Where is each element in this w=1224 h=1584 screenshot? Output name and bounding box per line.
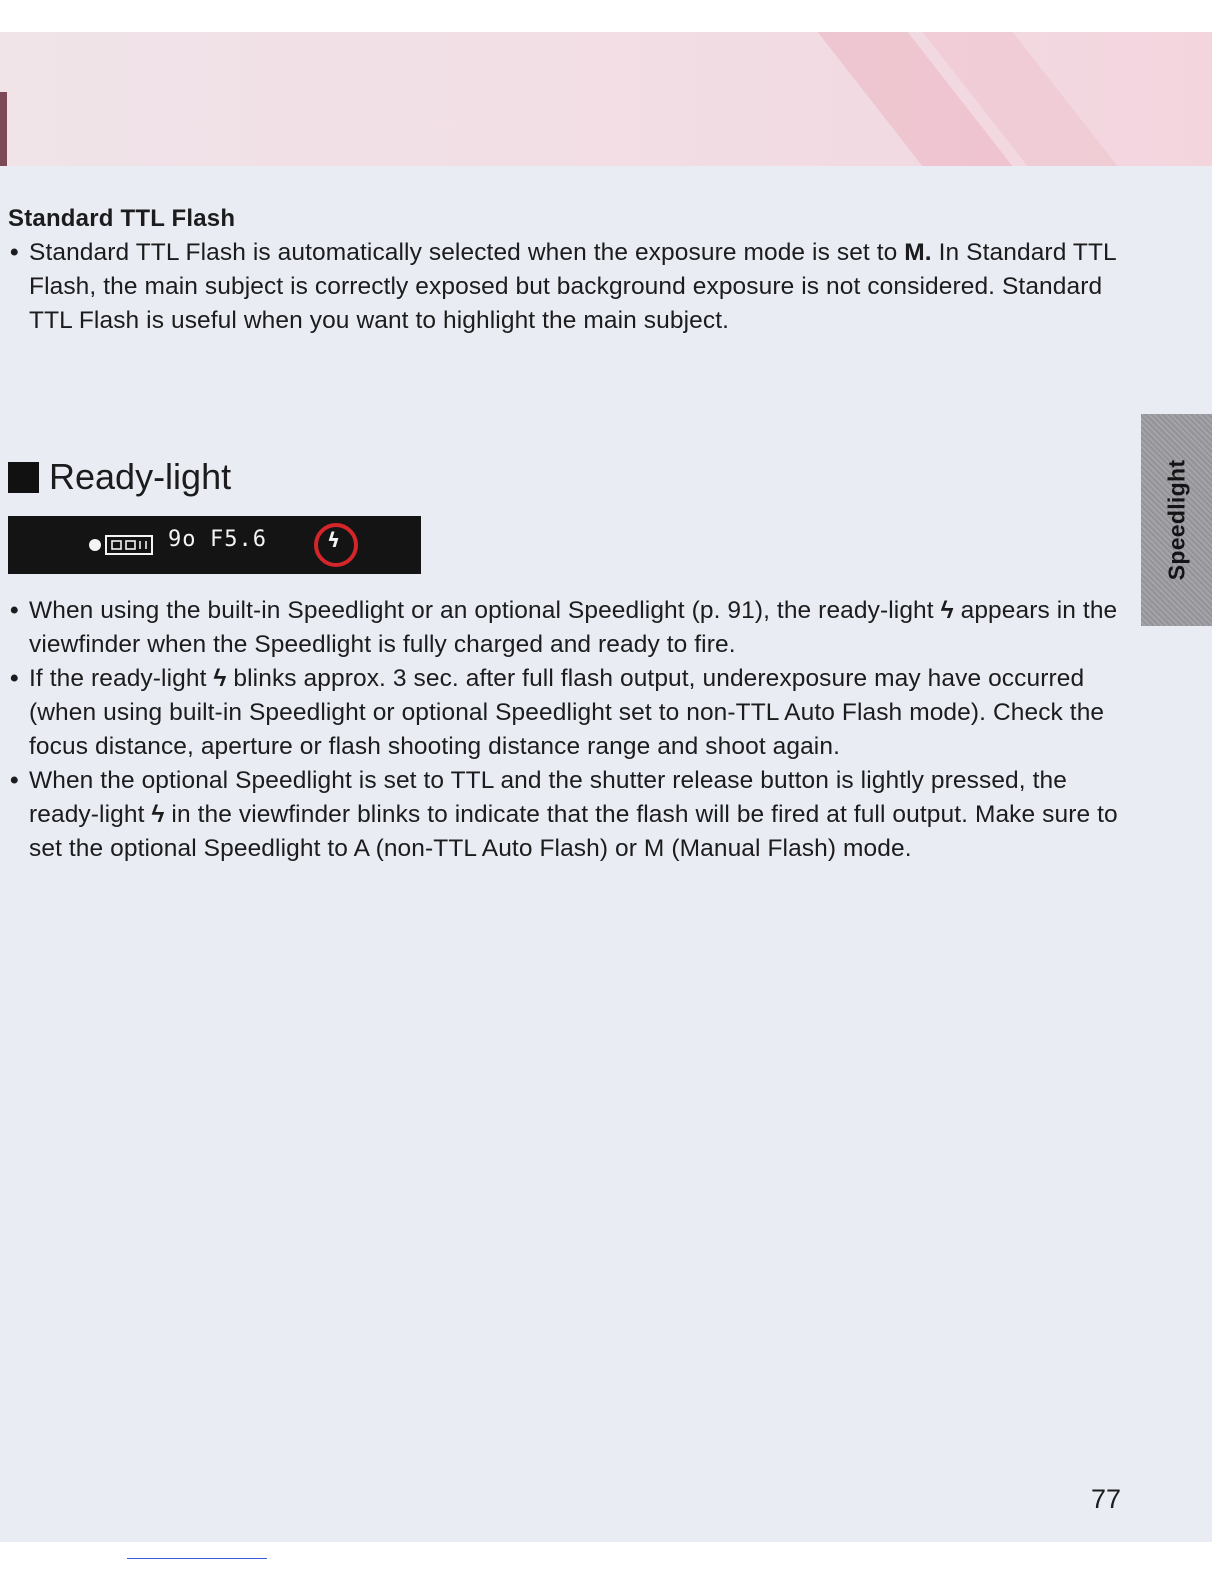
bullet-text: When the optional Speedlight is set to TTL and the shutter release button is lightly pressed, the ready-light xyxy=(29,767,1067,828)
bullet-text: appears in the viewfinder when the Speedlight is fully charged and ready to fire. xyxy=(29,597,1118,658)
flash-icon: ϟ xyxy=(213,665,227,692)
viewfinder-display xyxy=(8,516,421,574)
bullet-text: in the viewfinder blinks to indicate that the flash will be fired at full output. Make sure to set the optional Speedlight to A (non-TTL Auto Flash) or M (Manual Flash) mode. xyxy=(29,801,1118,862)
section-square-marker xyxy=(8,462,39,493)
bullet-text: When using the built-in Speedlight or an optional Speedlight (p. 91), the ready-light xyxy=(29,597,934,624)
flash-icon: ϟ xyxy=(940,597,954,624)
mode-value: M. xyxy=(904,239,932,266)
bullet-text: If the ready-light xyxy=(29,665,207,692)
bullet-dot: • xyxy=(10,239,19,266)
aperture-readout: F5.6 xyxy=(210,527,267,552)
section-title xyxy=(8,456,231,498)
manual-page xyxy=(0,32,1212,1542)
bullet-item xyxy=(0,662,1125,764)
bullet-dot: • xyxy=(10,597,19,624)
bullet-text: blinks approx. 3 sec. after full flash output, underexposure may have occurred (when using built-in Speedlight or optional Speedlight set to non-TTL Auto Flash mode). Check the focus distance, aperture or flash shooting distance range and shoot again. xyxy=(29,665,1105,760)
flash-icon: ϟ xyxy=(151,801,165,828)
side-tab-label: Speedlight xyxy=(1163,459,1189,581)
page-number: 77 xyxy=(1091,1484,1122,1514)
bullet-text: In Standard TTL Flash, the main subject is correctly exposed but background exposure is not considered. Standard TTL Flash is useful when you want to highlight the main subject. xyxy=(29,239,1116,334)
bullet-dot: • xyxy=(10,767,19,794)
left-edge-mark xyxy=(0,92,7,166)
ready-light-text xyxy=(0,594,1125,866)
bullet-text: Standard TTL Flash is automatically selected when the exposure mode is set to xyxy=(29,239,898,266)
bullet-item xyxy=(0,236,1125,338)
bullet-dot: • xyxy=(10,665,19,692)
side-tab xyxy=(1141,414,1212,626)
standard-ttl-text xyxy=(0,236,1125,338)
section-title-text: Ready-light xyxy=(49,456,232,497)
ready-light-icon: ϟ xyxy=(327,528,342,552)
bottom-rule xyxy=(127,1558,267,1559)
focus-indicator-icon xyxy=(88,533,158,557)
subsection-heading: Standard TTL Flash xyxy=(8,205,236,232)
bullet-item xyxy=(0,764,1125,866)
shutter-speed-readout: 9o xyxy=(168,527,197,552)
header-band xyxy=(0,32,1212,166)
bullet-item xyxy=(0,594,1125,662)
